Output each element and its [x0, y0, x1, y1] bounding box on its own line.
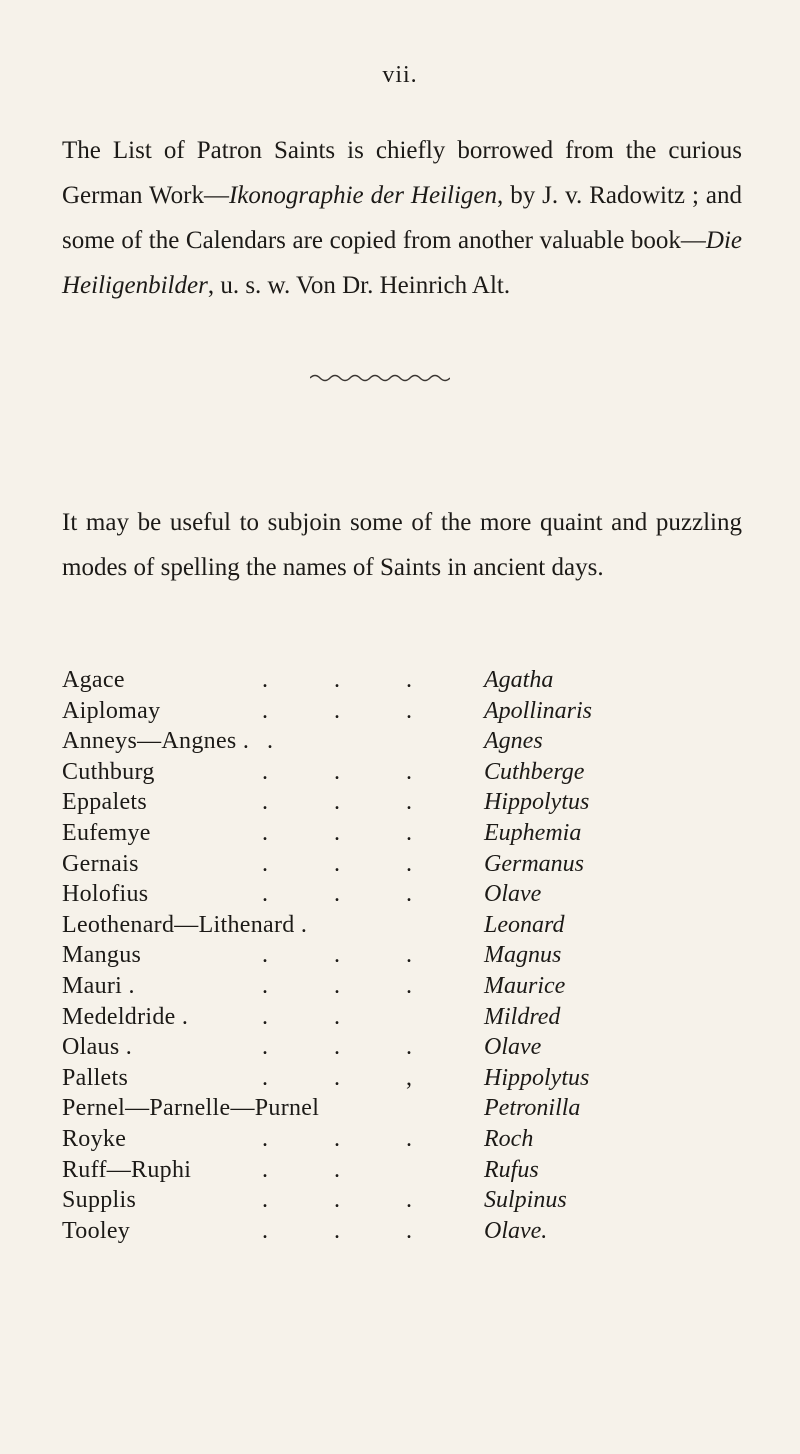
old-spelling: Royke: [62, 1125, 127, 1152]
spelling-row: [0, 726, 800, 757]
leader-dots: . . .: [262, 789, 442, 816]
saint-name: Germanus: [484, 850, 584, 877]
old-spelling: Pallets: [62, 1064, 129, 1091]
old-spelling: Aiplomay: [62, 697, 161, 724]
spelling-row: [0, 1063, 800, 1094]
leader-dots: . . .: [262, 667, 442, 693]
spelling-row: [0, 1216, 800, 1247]
intro-text-3: , u. s. w. Von Dr. Heinrich Alt.: [207, 272, 511, 299]
saint-name: Apollinaris: [484, 697, 593, 724]
saint-name: Leonard: [484, 911, 565, 938]
spelling-row: [0, 971, 800, 1002]
saint-name: Petronilla: [484, 1095, 581, 1122]
old-spelling: Mangus: [62, 942, 142, 969]
book-title-heiligenbilder: Die Heiligenbilder: [62, 227, 742, 299]
old-spelling: Gernais: [62, 850, 139, 877]
spelling-row: [0, 696, 800, 727]
spelling-row: [0, 757, 800, 788]
saint-name: Magnus: [484, 942, 562, 969]
saint-name: Agatha: [484, 667, 554, 693]
saint-name: Olave: [484, 881, 542, 908]
intro-text-2: , by J. v. Radowitz ; and some of the Calendars are copied from another valuable book—: [62, 182, 742, 254]
spelling-row: [0, 1002, 800, 1033]
saint-name: Euphemia: [484, 819, 582, 846]
saint-name: Olave.: [484, 1217, 548, 1244]
leader-dots: . . .: [262, 1034, 442, 1061]
intro-paragraph: [62, 128, 742, 308]
saint-name: Roch: [484, 1125, 534, 1152]
old-spelling: Cuthburg: [62, 758, 155, 785]
spelling-row: [0, 1124, 800, 1155]
intro-text-1: The List of Patron Saints is chiefly borrowed from the curious German Work—: [62, 137, 742, 209]
old-spelling: Anneys—Angnes .: [62, 728, 250, 755]
leader-dots: . .: [262, 1156, 370, 1183]
leader-dots: . . .: [262, 881, 442, 908]
leader-dots: . . .: [262, 697, 442, 724]
leader-dots: . .: [262, 1003, 370, 1030]
saint-name: Mildred: [484, 1003, 561, 1030]
leader-dots: . . .: [262, 1217, 442, 1244]
spelling-row: [0, 879, 800, 910]
wavy-divider-ornament: [310, 372, 450, 384]
spelling-intro-paragraph: It may be useful to subjoin some of the more quaint and puzzling modes of spelling the names of Saints in ancient days.: [62, 509, 742, 581]
old-spelling: Leothenard—Lithenard .: [62, 911, 308, 938]
old-spelling: Medeldride .: [62, 1003, 189, 1030]
old-spelling: Mauri .: [62, 972, 135, 999]
old-spelling: Tooley: [62, 1217, 131, 1244]
leader-dots: . . ,: [262, 1064, 442, 1091]
spelling-row: [0, 910, 800, 941]
page-number: vii.: [382, 62, 418, 88]
old-spelling: Eufemye: [62, 819, 151, 846]
saint-name: Sulpinus: [484, 1187, 567, 1214]
old-spelling: Ruff—Ruphi: [62, 1156, 192, 1183]
old-spelling: Holofius: [62, 881, 149, 908]
leader-dots: . . .: [262, 850, 442, 877]
old-spelling: Eppalets: [62, 789, 148, 816]
spelling-row: [0, 818, 800, 849]
saint-name: Agnes: [484, 728, 543, 755]
leader-dots: . . .: [262, 758, 442, 785]
spelling-row: [0, 1093, 800, 1124]
leader-dots: . . .: [262, 972, 442, 999]
leader-dots: .: [267, 728, 303, 755]
spelling-row: [0, 1155, 800, 1186]
spelling-row: [0, 1185, 800, 1216]
spelling-row: [0, 665, 800, 696]
spelling-row: [0, 1032, 800, 1063]
book-title-ikonographie: Ikonographie der Heiligen: [228, 182, 497, 209]
spelling-row: [0, 787, 800, 818]
leader-dots: . . .: [262, 942, 442, 969]
leader-dots: . . .: [262, 1125, 442, 1152]
saint-name: Cuthberge: [484, 758, 585, 785]
leader-dots: . . .: [262, 1187, 442, 1214]
old-spelling: Supplis: [62, 1187, 137, 1214]
saint-name: Rufus: [484, 1156, 539, 1183]
old-spelling: Pernel—Parnelle—Purnel: [62, 1095, 320, 1122]
saint-name: Hippolytus: [484, 1064, 590, 1091]
saint-name: Maurice: [484, 972, 566, 999]
spelling-table: [0, 665, 800, 1246]
leader-dots: . . .: [262, 819, 442, 846]
spelling-row: [0, 940, 800, 971]
saint-name: Olave: [484, 1034, 542, 1061]
saint-name: Hippolytus: [484, 789, 590, 816]
old-spelling: Olaus .: [62, 1034, 133, 1061]
old-spelling: Agace: [62, 667, 125, 693]
spelling-row: [0, 849, 800, 880]
